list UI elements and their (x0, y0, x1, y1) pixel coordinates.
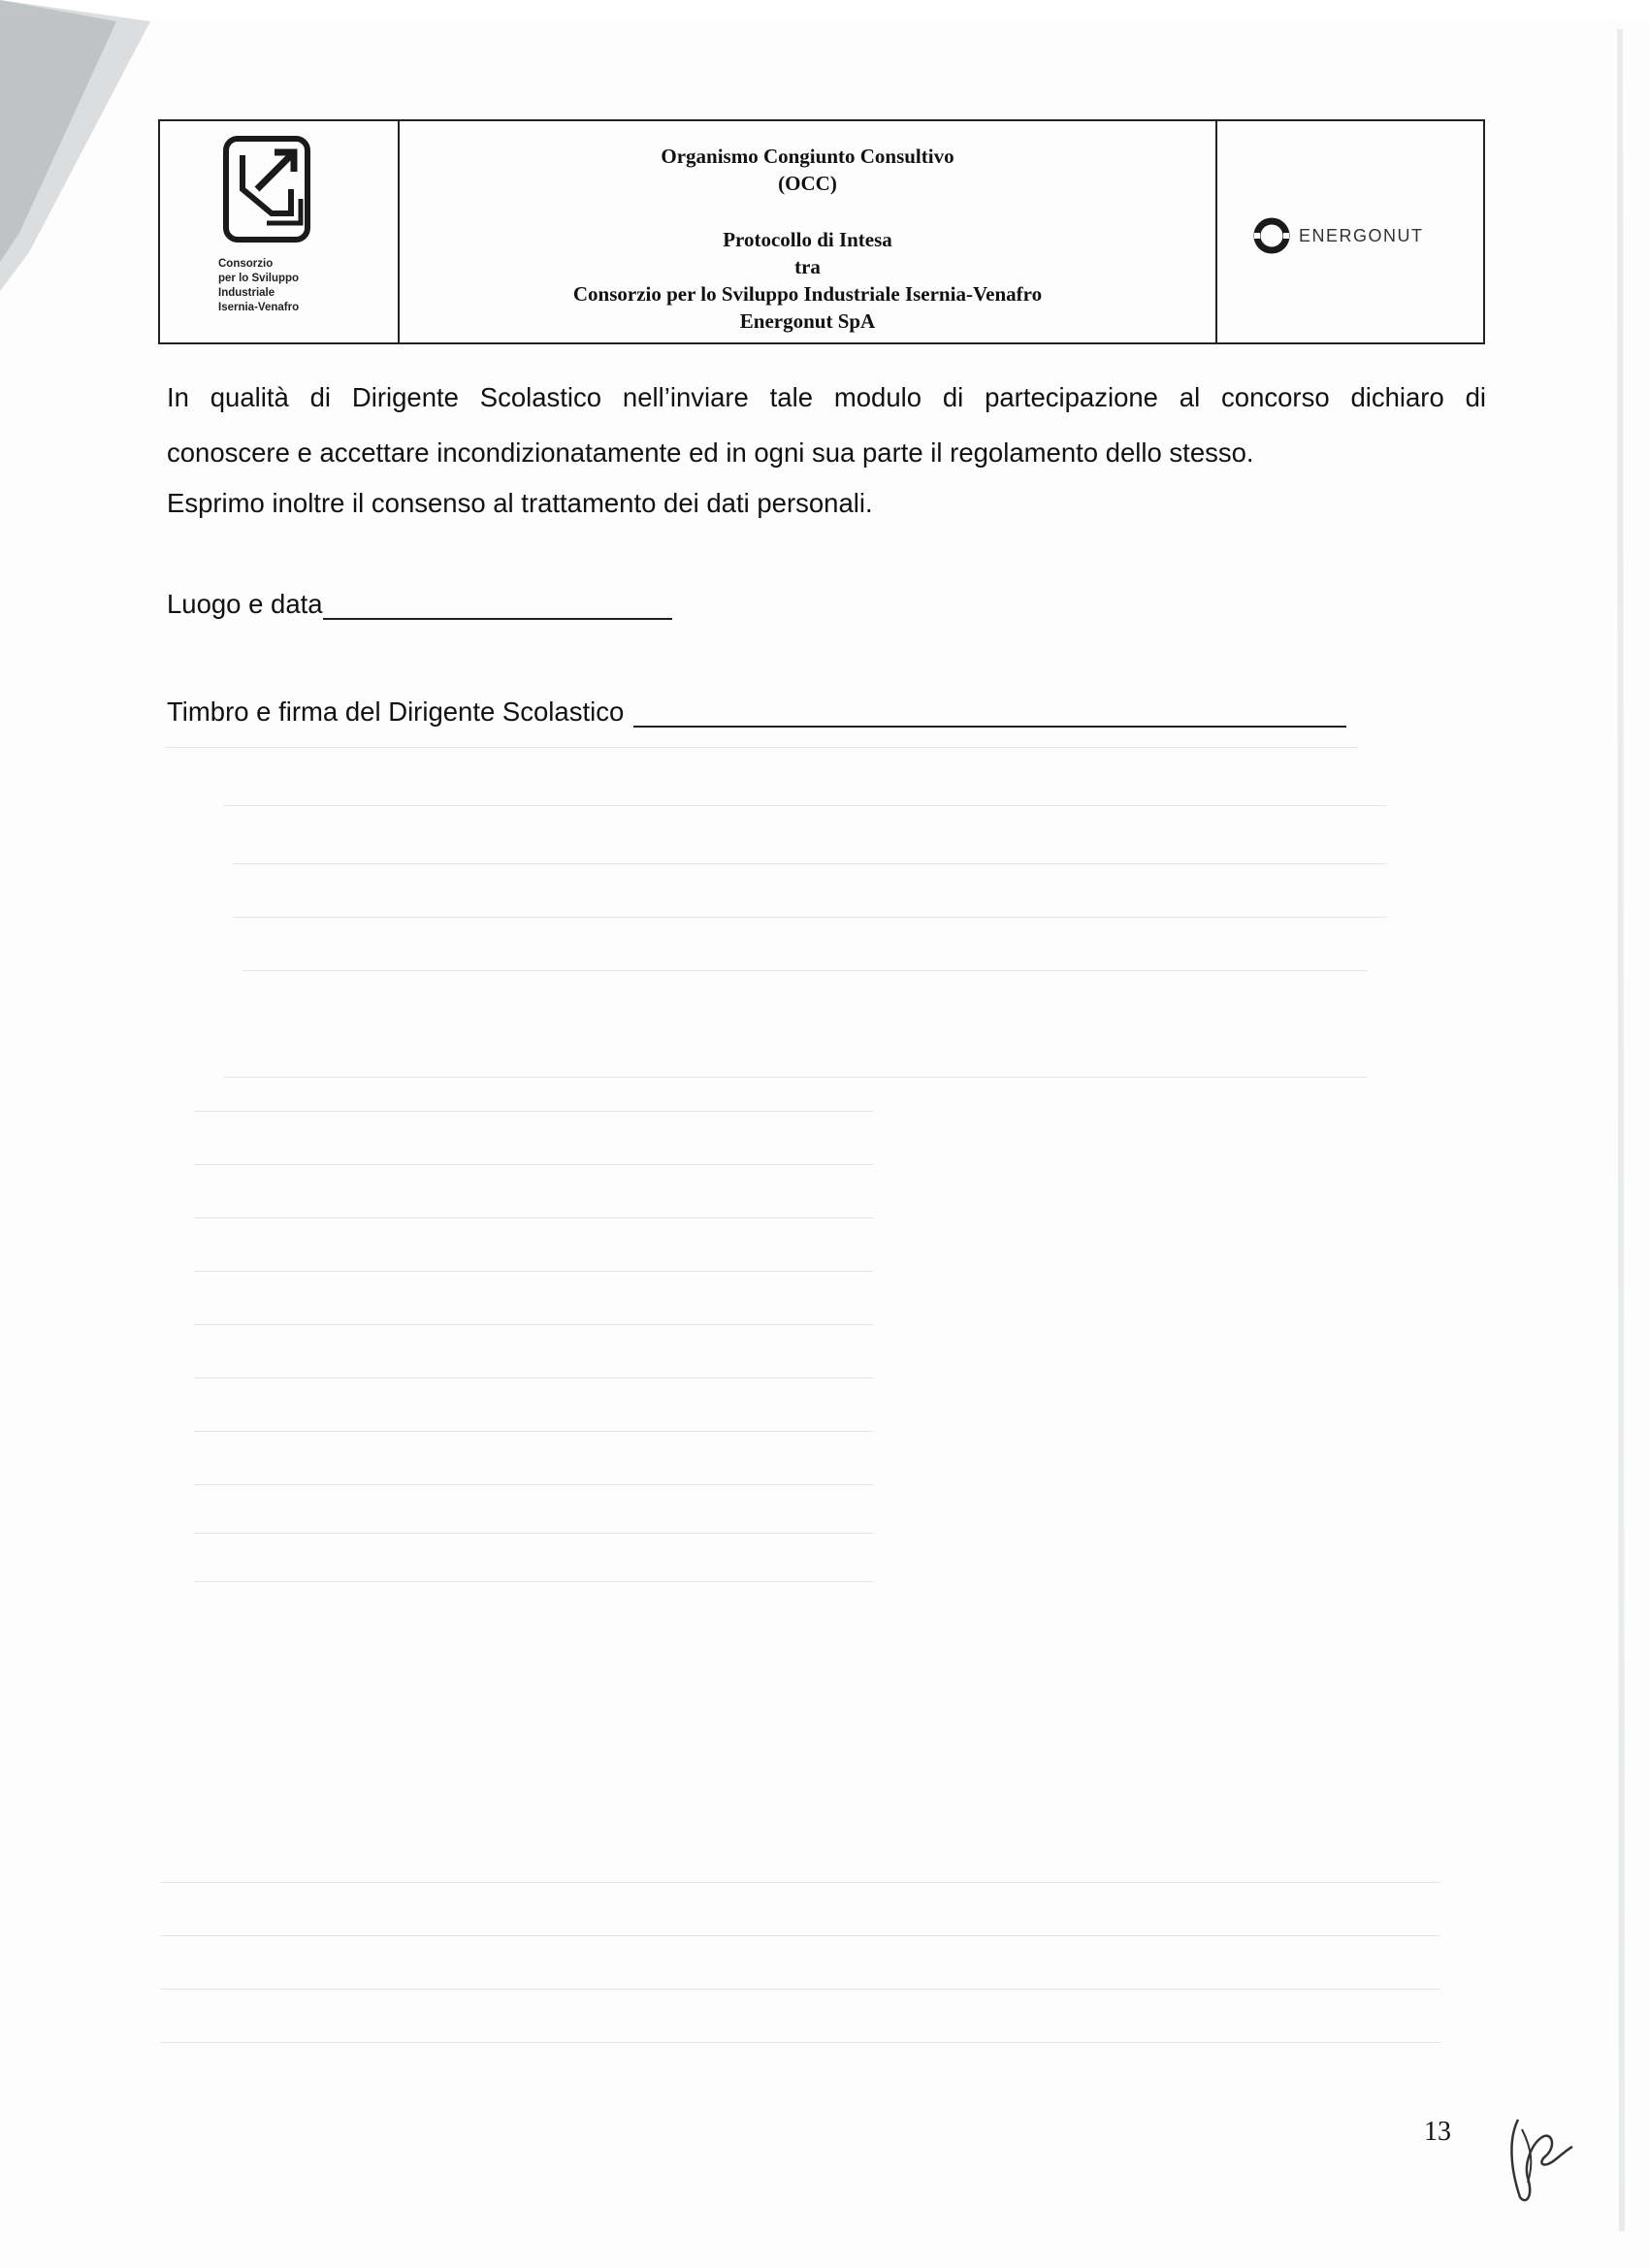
csi-line-3: Industriale (218, 287, 275, 299)
protocol-line-4: Energonut SpA (739, 309, 876, 333)
csi-line-1: Consorzio (218, 258, 274, 270)
occ-title-block (400, 143, 1215, 197)
csi-org-name (218, 257, 299, 315)
signature-input-line[interactable] (633, 700, 1346, 728)
energonut-logo-text: ENERGONUT (1299, 225, 1424, 245)
header-left-cell (160, 121, 400, 342)
protocol-line-1: Protocollo di Intesa (723, 228, 892, 251)
header-middle-cell (400, 121, 1217, 342)
header-right-cell (1217, 121, 1483, 342)
declaration-line-1: In qualità di Dirigente Scolastico nell’inviare tale modulo di partecipazione al concorso dichiaro di (167, 382, 1486, 412)
document-header-table (158, 119, 1485, 344)
occ-title: Organismo Congiunto Consultivo (661, 145, 954, 168)
protocol-block (400, 226, 1215, 335)
csi-line-4: Isernia-Venafro (218, 302, 300, 313)
signature-label: Timbro e firma del Dirigente Scolastico (167, 697, 625, 727)
scan-top-edge (0, 0, 1649, 21)
place-date-input-line[interactable] (323, 593, 672, 620)
csi-line-2: per lo Sviluppo (218, 273, 300, 284)
signature-field (167, 697, 1346, 728)
occ-abbrev: (OCC) (778, 172, 837, 195)
energonut-logo (1252, 216, 1424, 255)
signature-initials-icon (1499, 2110, 1576, 2207)
declaration-line-2: conoscere e accettare incondizionatamente ed in ogni sua parte il regolamento dello stesso. (167, 437, 1254, 468)
declaration-line-3: Esprimo inoltre il consenso al trattamento dei dati personali. (167, 488, 873, 518)
place-date-field (167, 589, 672, 620)
protocol-line-3: Consorzio per lo Sviluppo Industriale Isernia-Venafro (572, 282, 1043, 306)
page-number: 13 (1424, 2117, 1451, 2147)
energonut-logo-icon (1252, 216, 1291, 255)
place-date-label: Luogo e data (167, 589, 323, 619)
csi-logo-icon (218, 131, 315, 247)
protocol-line-2: tra (794, 255, 821, 278)
